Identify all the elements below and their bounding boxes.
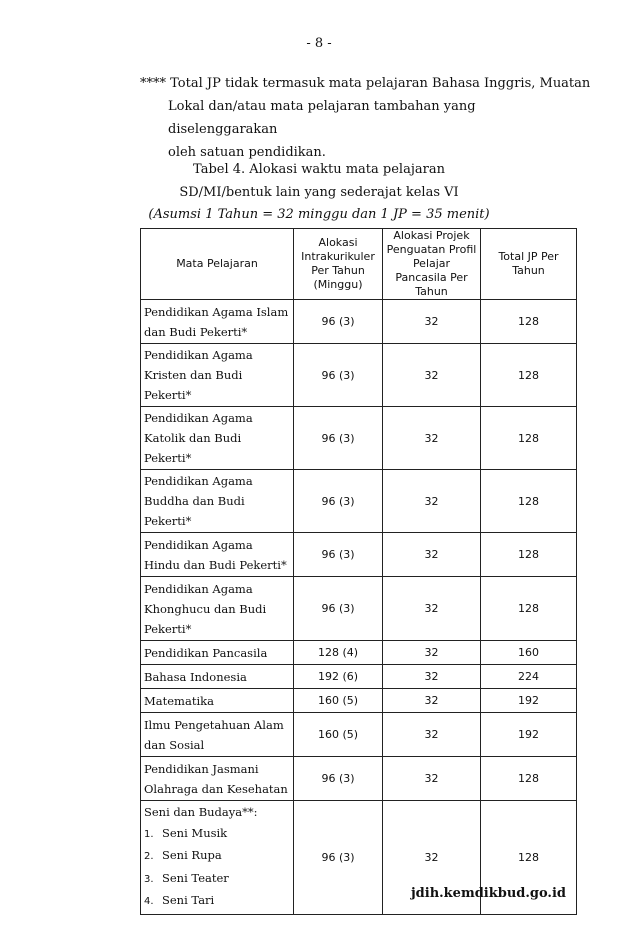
subject-cell: Pendidikan Agama Kristen dan Budi Pekerti* (141, 344, 294, 407)
footnote-line-2: Lokal dan/atau mata pelajaran tambahan yang diselenggarakan (168, 99, 476, 137)
table-row (141, 641, 577, 665)
footnote-line-1: **** Total JP tidak termasuk mata pelajaran Bahasa Inggris, Muatan (140, 76, 591, 91)
total-cell: 128 (481, 577, 577, 641)
arts-list-item (144, 890, 290, 913)
subject-cell: Pendidikan Agama Islam dan Budi Pekerti* (141, 300, 294, 344)
projek-cell: 32 (383, 407, 481, 470)
subject-cell: Bahasa Indonesia (141, 665, 294, 689)
total-cell: 128 (481, 407, 577, 470)
projek-cell: 32 (383, 665, 481, 689)
projek-cell: 32 (383, 641, 481, 665)
intrakurikuler-cell: 128 (4) (294, 641, 383, 665)
arts-title: Seni dan Budaya**: (144, 805, 258, 819)
intrakurikuler-cell: 96 (3) (294, 757, 383, 801)
total-cell: 128 (481, 344, 577, 407)
subject-cell: Pendidikan Agama Buddha dan Budi Pekerti* (141, 470, 294, 533)
arts-item-number: 1. (144, 828, 154, 840)
table-row (141, 665, 577, 689)
table-caption-subtitle: SD/MI/bentuk lain yang sederajat kelas VI (179, 185, 459, 200)
table-row (141, 344, 577, 407)
intrakurikuler-cell: 96 (3) (294, 344, 383, 407)
arts-list-item (144, 845, 290, 868)
page-number: - 8 - (306, 36, 332, 51)
intrakurikuler-cell: 192 (6) (294, 665, 383, 689)
arts-item-label: Seni Musik (162, 825, 228, 840)
arts-item-number: 4. (144, 896, 154, 907)
total-cell: 224 (481, 665, 577, 689)
projek-cell: 32 (383, 300, 481, 344)
subject-cell: Pendidikan Pancasila (141, 641, 294, 665)
intrakurikuler-cell: 160 (5) (294, 689, 383, 713)
allocation-table (140, 228, 577, 915)
projek-cell: 32 (383, 344, 481, 407)
table-row (141, 713, 577, 757)
projek-cell: 32 (383, 689, 481, 713)
arts-list-item (144, 868, 290, 891)
header-projek: Alokasi Projek Penguatan Profil Pelajar Pancasila Per Tahun (383, 229, 481, 300)
footer-source: jdih.kemdikbud.go.id (410, 886, 566, 901)
arts-item-label: Seni Teater (162, 870, 229, 885)
subject-cell: Pendidikan Agama Khonghucu dan Budi Pekerti* (141, 577, 294, 641)
subject-cell: Pendidikan Jasmani Olahraga dan Kesehatan (141, 757, 294, 801)
total-cell: 192 (481, 713, 577, 757)
table-row (141, 577, 577, 641)
intrakurikuler-cell: 96 (3) (294, 801, 383, 915)
header-subject: Mata Pelajaran (141, 229, 294, 300)
table-row (141, 407, 577, 470)
table-row (141, 689, 577, 713)
header-total: Total JP Per Tahun (481, 229, 577, 300)
header-intrakurikuler: Alokasi Intrakurikuler Per Tahun (Minggu) (294, 229, 383, 300)
total-cell: 128 (481, 801, 577, 915)
intrakurikuler-cell: 96 (3) (294, 300, 383, 344)
total-cell: 160 (481, 641, 577, 665)
table-header-row (141, 229, 577, 300)
projek-cell: 32 (383, 577, 481, 641)
table-caption-title: Tabel 4. Alokasi waktu mata pelajaran (193, 162, 445, 177)
total-cell: 128 (481, 533, 577, 577)
projek-cell: 32 (383, 757, 481, 801)
subject-cell: Matematika (141, 689, 294, 713)
intrakurikuler-cell: 160 (5) (294, 713, 383, 757)
footnote (140, 72, 591, 164)
subject-cell: Pendidikan Agama Katolik dan Budi Pekerti* (141, 407, 294, 470)
intrakurikuler-cell: 96 (3) (294, 577, 383, 641)
subject-cell: Pendidikan Agama Hindu dan Budi Pekerti* (141, 533, 294, 577)
projek-cell: 32 (383, 801, 481, 915)
projek-cell: 32 (383, 713, 481, 757)
arts-item-number: 3. (144, 873, 154, 885)
arts-item-label: Seni Rupa (162, 848, 222, 862)
total-cell: 128 (481, 300, 577, 344)
projek-cell: 32 (383, 470, 481, 533)
total-cell: 192 (481, 689, 577, 713)
projek-cell: 32 (383, 533, 481, 577)
arts-item-label: Seni Tari (162, 893, 215, 907)
arts-item-number: 2. (144, 851, 154, 862)
total-cell: 128 (481, 757, 577, 801)
table-caption-assumption: (Asumsi 1 Tahun = 32 minggu dan 1 JP = 35 menit) (148, 207, 490, 222)
table-row (141, 757, 577, 801)
total-cell: 128 (481, 470, 577, 533)
subject-cell (141, 801, 294, 915)
table-row (141, 533, 577, 577)
footnote-line-3: oleh satuan pendidikan. (168, 145, 326, 160)
arts-list (144, 823, 290, 913)
arts-list-item (144, 823, 290, 846)
intrakurikuler-cell: 96 (3) (294, 407, 383, 470)
table-row (141, 470, 577, 533)
intrakurikuler-cell: 96 (3) (294, 533, 383, 577)
intrakurikuler-cell: 96 (3) (294, 470, 383, 533)
table-row (141, 300, 577, 344)
subject-cell: Ilmu Pengetahuan Alam dan Sosial (141, 713, 294, 757)
